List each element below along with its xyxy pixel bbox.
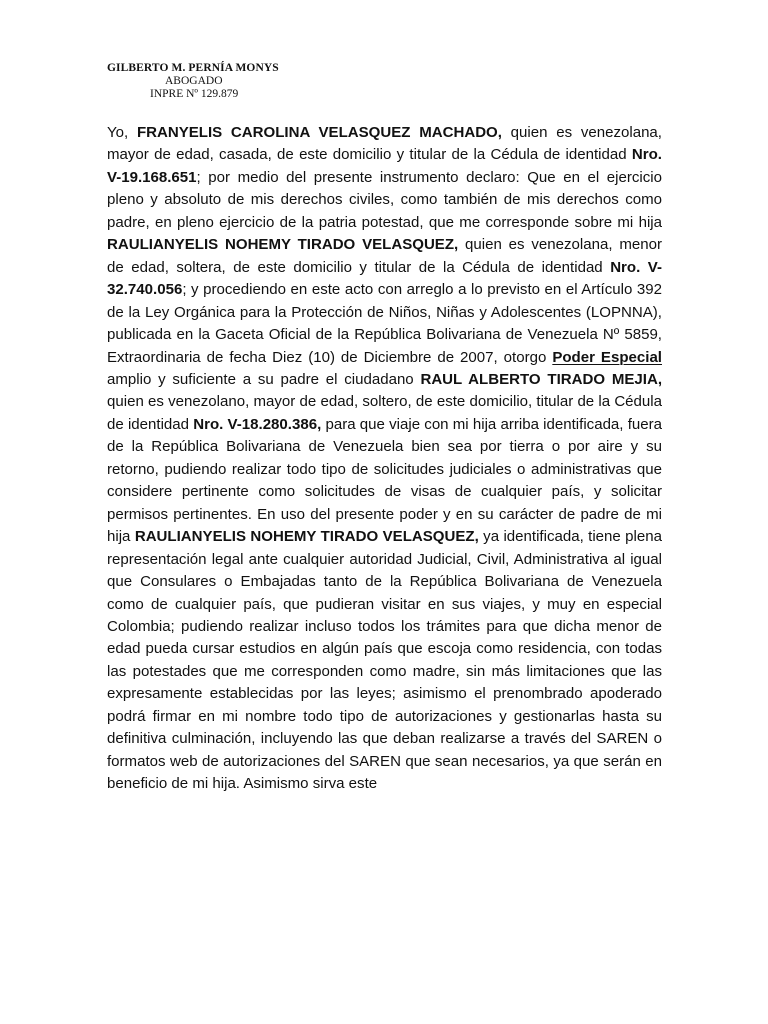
lawyer-name: GILBERTO M. PERNÍA MONYS [107, 62, 279, 74]
text-run: para que viaje con mi hija arriba identificada, fuera de la República Bolivariana de Venezuela bien sea por tierra o por aire y su retorno, pudiendo realizar todo tipo de solicitudes judiciales o administrativas que considere pertinente como solicitudes de visas de cualquier país, y solicitar permisos pertinentes. En uso del presente poder y en su carácter de padre de mi hija [107, 415, 662, 546]
text-run: amplio y suficiente a su padre el ciudadano [107, 370, 421, 388]
letterhead [107, 62, 279, 101]
text-run: ; y procediendo en este acto con arreglo a lo previsto en el Artículo 392 de la Ley Orgánica para la Protección de Niños, Niñas y Adolescentes (LOPNNA), publicada en la Gaceta Oficial de la República Bolivariana de Venezuela Nº 5859, Extraordinaria de fecha Diez (10) de Diciembre de 2007, otorgo [107, 281, 662, 366]
text-run: quien es venezolana, menor de edad, soltera, de este domicilio y titular de la Cédula de identidad [107, 236, 662, 276]
grantor-id-number: Nro. V-19.168.651 [107, 146, 662, 186]
text-run: ya identificada, tiene plena representación legal ante cualquier autoridad Judicial, Civil, Administrativa al igual que Consulares o Embajadas tanto de la República Bolivariana de Venezuela como de cualquier país, que pudieran visitar en sus viajes, y muy en especial Colombia; pudiendo realizar incluso todos los trámites para que dicha menor de edad pueda cursar estudios en algún país que escoja como residencia, con todas las potestades que me corresponden como madre, sin más limitaciones que las expresamente establecidas por las leyes; asimismo el prenombrado apoderado podrá firmar en mi nombre todo tipo de autorizaciones y gestionarlas hasta su definitiva culminación, incluyendo las que deban realizarse a través del SAREN o formatos web de autorizaciones del SAREN que sean necesarios, ya que serán en beneficio de mi hija. Asimismo sirva este [107, 528, 662, 793]
text-run: ; por medio del presente instrumento declaro: Que en el ejercicio pleno y absoluto de mis derechos civiles, como también de mis derechos como padre, en pleno ejercicio de la patria potestad, que me corresponde sobre mi hija [107, 168, 662, 231]
minor-id-number: Nro. V-32.740.056 [107, 258, 662, 299]
lawyer-title: ABOGADO [165, 75, 223, 87]
attorney-id-number: Nro. V-18.280.386, [193, 415, 322, 433]
minor-name-repeat: RAULIANYELIS NOHEMY TIRADO VELASQUEZ, [134, 528, 479, 546]
text-run: quien es venezolano, mayor de edad, soltero, de este domicilio, titular de la Cédula de identidad [107, 393, 662, 433]
grantor-name: FRANYELIS CAROLINA VELASQUEZ MACHADO, [136, 124, 502, 141]
text-run: quien es venezolana, mayor de edad, casada, de este domicilio y titular de la Cédula de identidad [107, 124, 662, 164]
text-run: Yo, [107, 124, 137, 141]
special-power-term: Poder Especial [552, 348, 662, 366]
minor-name: RAULIANYELIS NOHEMY TIRADO VELASQUEZ, [107, 236, 459, 254]
power-of-attorney-paragraph [107, 122, 662, 796]
attorney-name: RAUL ALBERTO TIRADO MEJIA, [420, 370, 663, 388]
lawyer-registration: INPRE Nº 129.879 [150, 88, 239, 100]
